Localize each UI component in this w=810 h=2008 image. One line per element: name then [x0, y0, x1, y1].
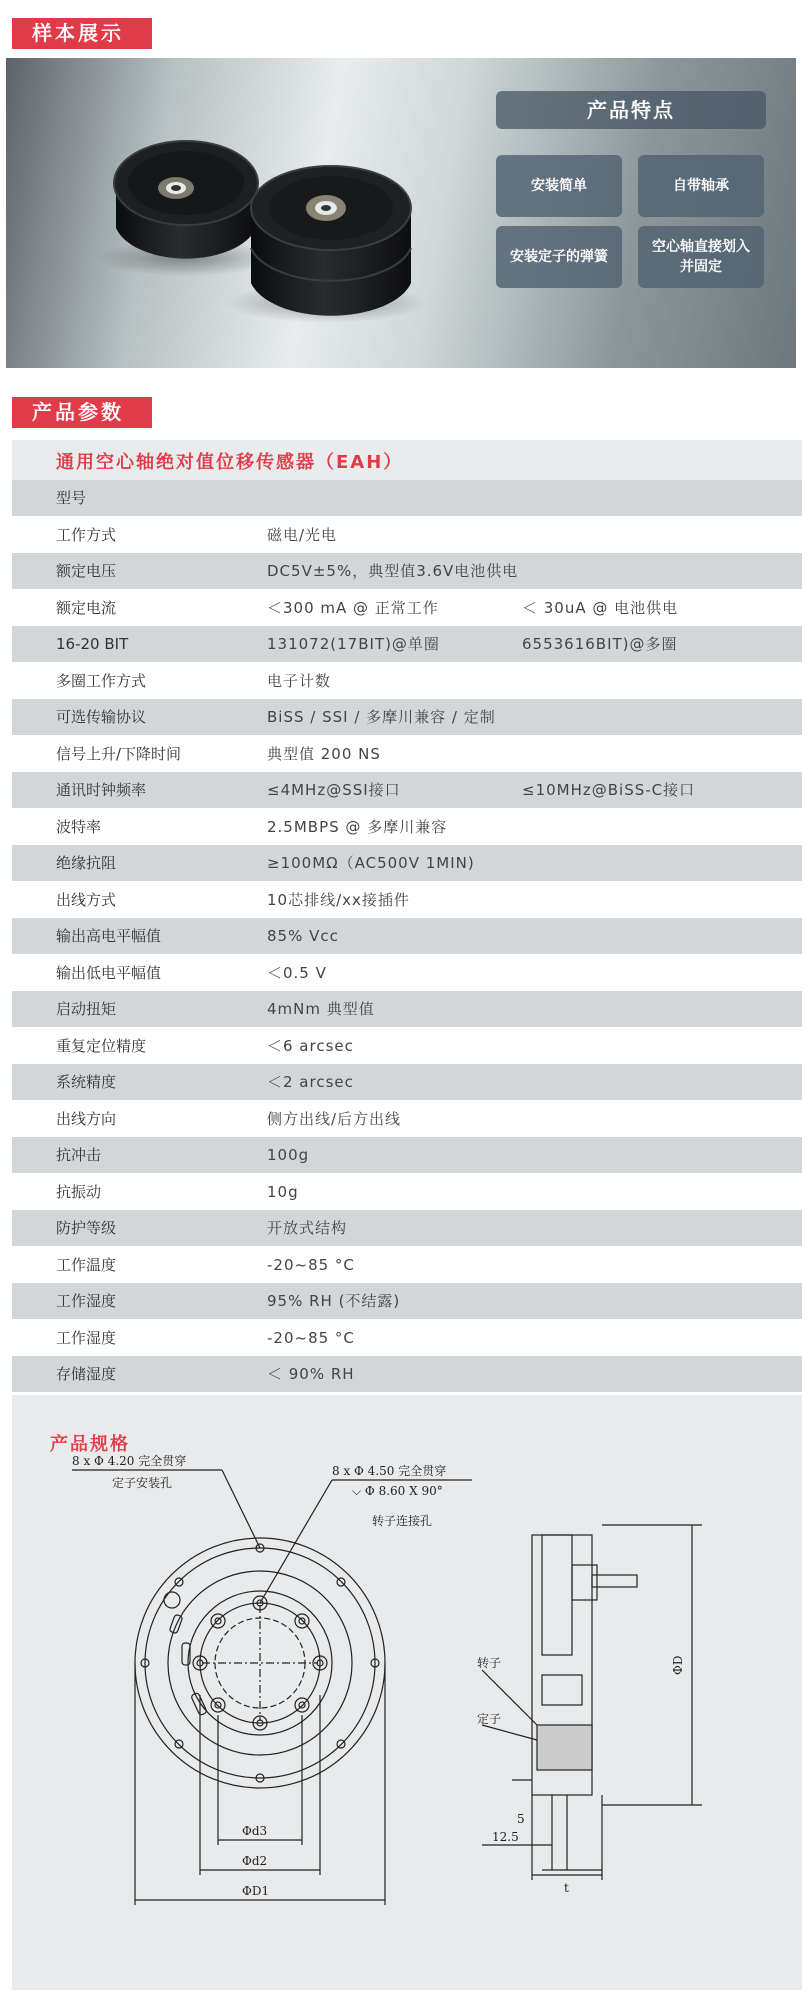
spec-value: ＜2 arcsec: [267, 1073, 354, 1091]
spec-key: 额定电压: [56, 562, 117, 580]
spec-row: [12, 809, 802, 845]
spec-value: 100g: [267, 1146, 310, 1164]
spec-row: [12, 1356, 802, 1392]
rotor-hole-spec2: ⌵ Φ 8.60 X 90°: [352, 1484, 443, 1498]
spec-key: 防护等级: [56, 1219, 117, 1237]
dim-D: ΦD: [671, 1655, 685, 1675]
spec-key: 抗冲击: [56, 1146, 102, 1164]
spec-row: [12, 1101, 802, 1137]
spec-row: [12, 1028, 802, 1064]
spec-key: 重复定位精度: [56, 1036, 147, 1055]
spec-row: [12, 480, 802, 516]
spec-row: [12, 663, 802, 699]
section-tag-params: 产品参数: [12, 397, 152, 428]
product-showcase-image: [6, 58, 796, 368]
spec-row: [12, 699, 802, 735]
spec-key: 输出高电平幅值: [56, 927, 162, 945]
spec-value: 电子计数: [267, 671, 332, 690]
outer-ring: [135, 1538, 385, 1788]
spec-value: 4mNm 典型值: [267, 1000, 375, 1018]
spec-row: [12, 1247, 802, 1283]
spec-value: ≤10MHz@BiSS-C接口: [522, 781, 696, 799]
spec-key: 输出低电平幅值: [56, 963, 162, 982]
spec-value: ＜ 30uA @ 电池供电: [522, 598, 679, 617]
spec-value: 开放式结构: [267, 1219, 348, 1237]
spec-row: [12, 736, 802, 772]
spec-row: [12, 517, 802, 553]
spec-key: 工作湿度: [56, 1292, 117, 1310]
spec-row: [12, 882, 802, 918]
spec-key: 启动扭矩: [56, 1000, 117, 1018]
feature-stator-spring: 安装定子的弹簧: [496, 226, 622, 288]
spec-value: -20~85 °C: [267, 1328, 355, 1347]
dim-d1: ΦD1: [242, 1884, 270, 1898]
feature-hollow-shaft: 空心轴直接划入并固定: [638, 226, 764, 288]
spec-key: 工作湿度: [56, 1328, 117, 1347]
spec-key: 通讯时钟频率: [56, 781, 147, 799]
spec-key: 多圈工作方式: [56, 671, 147, 690]
spec-value: ≤4MHz@SSI接口: [267, 781, 401, 799]
spec-key: 可选传输协议: [56, 708, 147, 726]
spec-drawing: [12, 1395, 802, 1990]
dim-5: 5: [517, 1812, 525, 1826]
spec-key: 16-20 BIT: [56, 635, 129, 653]
spec-row: [12, 626, 802, 662]
feature-easy-install: 安装简单: [496, 155, 622, 217]
spec-row: [12, 918, 802, 954]
dim-t: t: [564, 1881, 569, 1895]
spec-row: [12, 1064, 802, 1100]
spec-value: 磁电/光电: [267, 525, 338, 544]
stator-label: 定子: [477, 1712, 502, 1726]
spec-key: 信号上升/下降时间: [56, 744, 182, 763]
spec-value: 6553616BIT)@多圈: [522, 635, 678, 653]
spec-title: 通用空心轴绝对值位移传感器（EAH）: [56, 452, 404, 473]
spec-key: 抗振动: [56, 1182, 102, 1201]
spec-key: 工作温度: [56, 1255, 117, 1274]
spec-key: 额定电流: [56, 598, 117, 617]
spec-key: 系统精度: [56, 1073, 117, 1091]
spec-key: 存储湿度: [56, 1365, 117, 1383]
spec-value: 85% Vcc: [267, 927, 339, 945]
spec-row: [12, 553, 802, 589]
spec-value: BiSS / SSI / 多摩川兼容 / 定制: [267, 708, 496, 726]
spec-row: [12, 1320, 802, 1356]
dim-12-5: 12.5: [492, 1830, 519, 1844]
technical-drawing: [12, 1395, 802, 1990]
spec-value: 2.5MBPS @ 多摩川兼容: [267, 817, 448, 836]
rotor-hole-label: 转子连接孔: [372, 1514, 433, 1528]
drawing-title: 产品规格: [50, 1434, 130, 1455]
spec-value: -20~85 °C: [267, 1255, 355, 1274]
spec-value: ＜300 mA @ 正常工作: [267, 598, 439, 617]
spec-row: [12, 991, 802, 1027]
spec-value: ＜0.5 V: [267, 963, 327, 982]
rotor-label: 转子: [477, 1656, 502, 1670]
dim-d3: Φd3: [242, 1824, 268, 1838]
spec-value: 侧方出线/后方出线: [267, 1109, 402, 1128]
spec-value: 131072(17BIT)@单圈: [267, 635, 440, 653]
spec-key: 波特率: [56, 817, 102, 836]
spec-value: ≥100MΩ（AC500V 1MIN): [267, 854, 475, 872]
spec-value: 10芯排线/xx接插件: [267, 890, 410, 909]
spec-row: [12, 1283, 802, 1319]
spec-row: [12, 845, 802, 881]
dim-d2: Φd2: [242, 1854, 268, 1868]
spec-key: 出线方式: [56, 890, 117, 909]
spec-key: 绝缘抗阻: [56, 854, 117, 872]
spec-row: [12, 590, 802, 626]
spec-row: [12, 1174, 802, 1210]
features-title: 产品特点: [496, 91, 766, 129]
spec-value: ＜6 arcsec: [267, 1036, 354, 1055]
spec-key: 出线方向: [56, 1109, 117, 1128]
spec-row: [12, 955, 802, 991]
stator-hole-spec: 8 x Φ 4.20 完全贯穿: [72, 1454, 187, 1468]
spec-value: ＜ 90% RH: [267, 1365, 355, 1383]
stator-hole-label: 定子安装孔: [112, 1476, 173, 1490]
spec-row: [12, 1137, 802, 1173]
spec-value: 典型值 200 NS: [267, 744, 381, 763]
spec-key: 工作方式: [56, 525, 117, 544]
spec-table: [12, 440, 802, 1450]
spec-key: 型号: [56, 489, 87, 507]
section-tag-showcase: 样本展示: [12, 18, 152, 49]
spec-row: [12, 1210, 802, 1246]
rotor-hole-spec: 8 x Φ 4.50 完全贯穿: [332, 1464, 447, 1478]
feature-built-in-bearing: 自带轴承: [638, 155, 764, 217]
spec-value: DC5V±5%，典型值3.6V电池供电: [267, 562, 519, 580]
spec-row: [12, 772, 802, 808]
spec-value: 95% RH (不结露): [267, 1292, 401, 1310]
spec-value: 10g: [267, 1182, 299, 1201]
